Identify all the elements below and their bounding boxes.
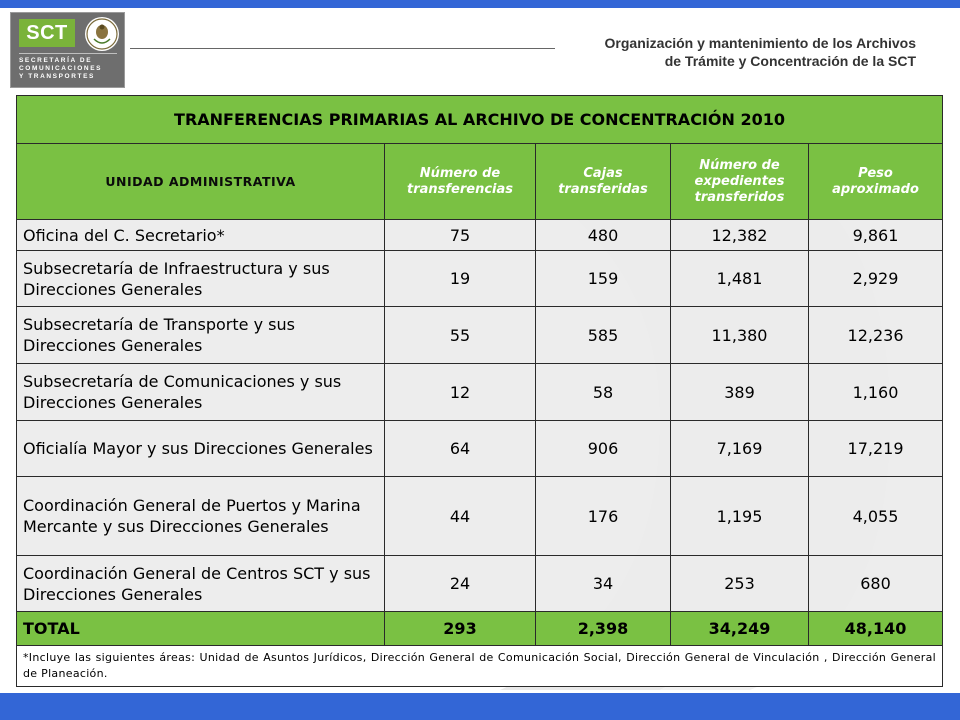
row-transfers: 64 [385, 421, 536, 477]
row-weight: 680 [809, 556, 943, 612]
row-transfers: 75 [385, 220, 536, 251]
column-header-weight: Peso aproximado [809, 144, 943, 220]
logo-line-1: SECRETARÍA DE [19, 57, 93, 64]
sct-logo [10, 12, 125, 88]
total-weight: 48,140 [809, 612, 943, 646]
column-header-unit: UNIDAD ADMINISTRATIVA [17, 144, 385, 220]
table-row [17, 251, 943, 307]
column-header-transfers: Número de transferencias [385, 144, 536, 220]
column-header-boxes: Cajas transferidas [536, 144, 671, 220]
table-title-row [17, 96, 943, 144]
page-title [516, 34, 916, 70]
row-boxes: 480 [536, 220, 671, 251]
page-title-line-1: Organización y mantenimiento de los Archivos [604, 35, 916, 51]
row-files: 253 [671, 556, 809, 612]
logo-line-2: COMUNICACIONES [19, 65, 103, 72]
table-row [17, 556, 943, 612]
total-transfers: 293 [385, 612, 536, 646]
top-accent-bar [0, 0, 960, 8]
table-row [17, 364, 943, 421]
row-weight: 4,055 [809, 477, 943, 556]
row-weight: 9,861 [809, 220, 943, 251]
row-weight: 1,160 [809, 364, 943, 421]
total-label: TOTAL [17, 612, 385, 646]
table-header-row [17, 144, 943, 220]
logo-text [19, 57, 124, 81]
row-files: 7,169 [671, 421, 809, 477]
row-unit: Subsecretaría de Transporte y sus Direcciones Generales [17, 307, 385, 364]
table-title: TRANFERENCIAS PRIMARIAS AL ARCHIVO DE CONCENTRACIÓN 2010 [17, 96, 943, 144]
row-unit: Subsecretaría de Comunicaciones y sus Direcciones Generales [17, 364, 385, 421]
total-boxes: 2,398 [536, 612, 671, 646]
row-unit: Coordinación General de Centros SCT y sus Direcciones Generales [17, 556, 385, 612]
row-transfers: 44 [385, 477, 536, 556]
logo-acronym: SCT [19, 19, 75, 47]
row-files: 11,380 [671, 307, 809, 364]
row-boxes: 58 [536, 364, 671, 421]
row-boxes: 159 [536, 251, 671, 307]
row-unit: Oficina del C. Secretario* [17, 220, 385, 251]
row-unit: Subsecretaría de Infraestructura y sus Direcciones Generales [17, 251, 385, 307]
row-transfers: 55 [385, 307, 536, 364]
header-rule [130, 48, 555, 49]
row-boxes: 585 [536, 307, 671, 364]
table-total-row [17, 612, 943, 646]
mexican-seal-icon [85, 17, 119, 51]
row-files: 1,481 [671, 251, 809, 307]
bottom-accent-bar [0, 693, 960, 720]
row-files: 389 [671, 364, 809, 421]
table-footnote: *Incluye las siguientes áreas: Unidad de Asuntos Jurídicos, Dirección General de Comunicación Social, Dirección General de Vinculación , Dirección General de Planeación. [17, 646, 943, 687]
row-transfers: 24 [385, 556, 536, 612]
row-files: 1,195 [671, 477, 809, 556]
row-weight: 17,219 [809, 421, 943, 477]
row-boxes: 34 [536, 556, 671, 612]
row-transfers: 12 [385, 364, 536, 421]
logo-line-3: Y TRANSPORTES [19, 73, 95, 80]
row-unit: Oficialía Mayor y sus Direcciones Generales [17, 421, 385, 477]
row-transfers: 19 [385, 251, 536, 307]
page-title-line-2: de Trámite y Concentración de la SCT [664, 53, 916, 69]
row-unit: Coordinación General de Puertos y Marina Mercante y sus Direcciones Generales [17, 477, 385, 556]
row-weight: 12,236 [809, 307, 943, 364]
table-row [17, 220, 943, 251]
logo-divider [19, 53, 117, 54]
table-note-row [17, 646, 943, 687]
total-files: 34,249 [671, 612, 809, 646]
row-files: 12,382 [671, 220, 809, 251]
row-weight: 2,929 [809, 251, 943, 307]
table-row [17, 421, 943, 477]
row-boxes: 906 [536, 421, 671, 477]
column-header-files: Número de expedientes transferidos [671, 144, 809, 220]
row-boxes: 176 [536, 477, 671, 556]
table-row [17, 307, 943, 364]
table-row [17, 477, 943, 556]
transfers-table [16, 95, 943, 687]
